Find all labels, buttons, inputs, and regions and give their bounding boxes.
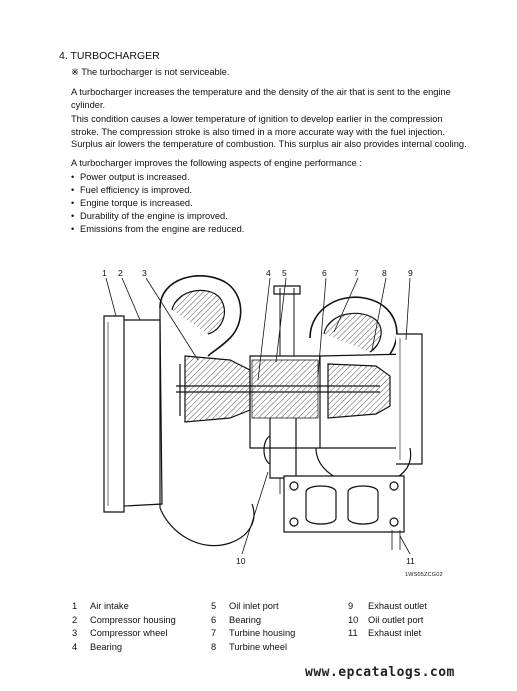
paragraph-intro: A turbocharger increases the temperature and the density of the air that is sent to the engine cylinder.	[71, 87, 451, 110]
section-title: 4. TURBOCHARGER	[59, 50, 160, 62]
callout-2: 2	[118, 268, 123, 278]
legend-label: Exhaust outlet	[368, 601, 427, 611]
callout-6: 6	[322, 268, 327, 278]
legend-label: Exhaust inlet	[368, 628, 422, 639]
callout-9: 9	[408, 268, 413, 278]
legend-number: 8	[211, 641, 217, 652]
legend-number: 2	[72, 614, 78, 625]
benefit-item: • Durability of the engine is improved.	[71, 210, 244, 223]
legend-row	[72, 601, 452, 615]
legend-number: 7	[211, 628, 217, 639]
callout-4: 4	[266, 268, 271, 278]
legend-number: 11	[348, 628, 358, 639]
benefit-item: • Emissions from the engine are reduced.	[71, 223, 244, 236]
callout-5: 5	[282, 268, 287, 278]
callout-11: 11	[406, 556, 415, 566]
legend-row	[72, 642, 452, 656]
legend-number: 3	[72, 628, 78, 639]
legend-label: Compressor housing	[90, 614, 176, 625]
legend-row	[72, 628, 452, 642]
callout-10: 10	[236, 556, 246, 566]
figure-code: 1WS05ZCG02	[405, 572, 443, 578]
legend-label: Bearing	[90, 641, 123, 652]
legend-label: Oil outlet port	[368, 614, 424, 625]
legend-number: 9	[348, 601, 354, 611]
turbocharger-cutaway-diagram	[80, 268, 440, 578]
legend-label: Turbine wheel	[229, 641, 288, 652]
benefit-item: • Engine torque is increased.	[71, 197, 244, 210]
benefit-item: • Power output is increased.	[71, 171, 244, 184]
service-note: ※ The turbocharger is not serviceable.	[71, 67, 230, 77]
legend-number: 1	[72, 601, 78, 611]
legend-label: Compressor wheel	[90, 628, 168, 639]
legend-number: 5	[211, 601, 217, 611]
legend-label: Air intake	[90, 601, 129, 611]
legend-number: 4	[72, 641, 78, 652]
paragraph-compression: This condition causes a lower temperature of ignition to develop earlier in the compression stroke. The compression stroke is also timed in a more accurate way with the fuel injection. Surplus air lowers the temperature of combustion. This surplus air also provides internal cooling.	[71, 114, 467, 150]
paragraph-improves: A turbocharger improves the following aspects of engine performance :	[71, 158, 362, 168]
benefit-item: • Fuel efficiency is improved.	[71, 184, 244, 197]
legend-label: Turbine housing	[229, 628, 296, 639]
callout-8: 8	[382, 268, 387, 278]
callout-3: 3	[142, 268, 147, 278]
footer-watermark: www.epcatalogs.com	[305, 665, 455, 680]
legend-label: Oil inlet port	[229, 601, 279, 611]
benefit-list	[71, 171, 244, 236]
callout-1: 1	[102, 268, 107, 278]
legend-number: 10	[348, 614, 359, 625]
legend-number: 6	[211, 614, 217, 625]
legend-label: Bearing	[229, 614, 262, 625]
callout-7: 7	[354, 268, 359, 278]
legend-row	[72, 615, 452, 629]
parts-legend	[72, 601, 452, 655]
